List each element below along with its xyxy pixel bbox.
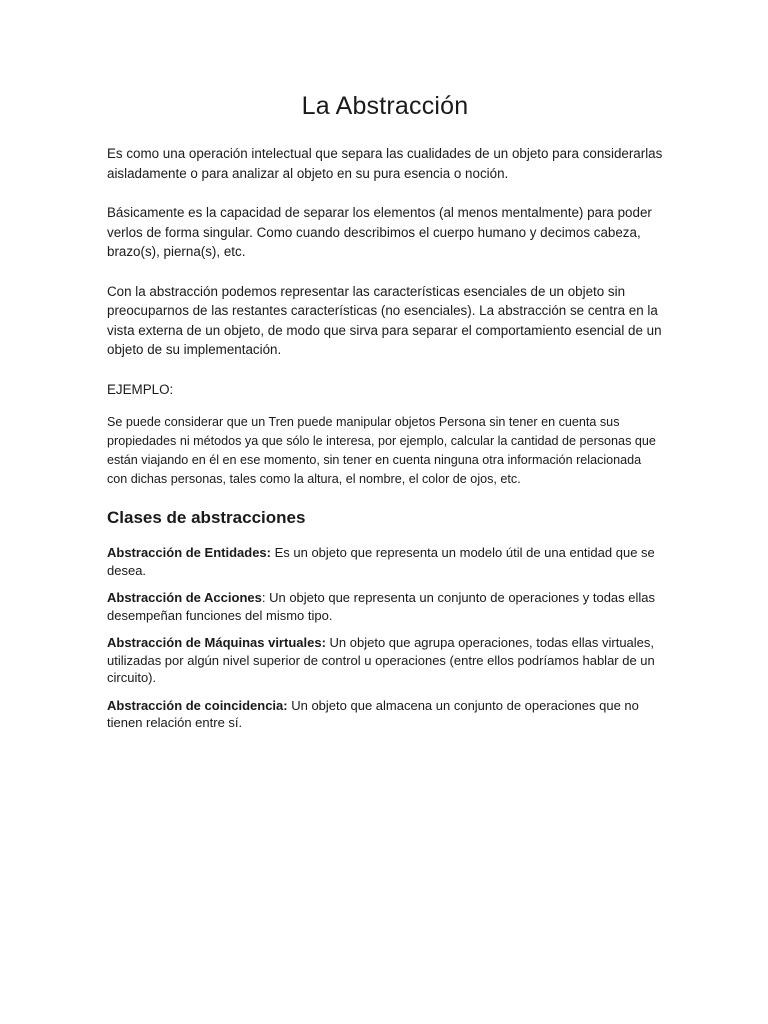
class-item-entities	[107, 544, 663, 579]
class-item-virtual-machines	[107, 634, 663, 687]
paragraph-definition: Es como una operación intelectual que separa las cualidades de un objeto para considerarlas aisladamente o para analizar al objeto en su pura esencia o noción.	[107, 146, 663, 181]
class-term: Abstracción de coincidencia:	[107, 697, 288, 713]
class-description: Un objeto que almacena un conjunto de operaciones que no tienen relación entre sí.	[107, 697, 639, 730]
class-term: Abstracción de Acciones	[107, 590, 262, 605]
section-heading: Clases de abstracciones	[107, 508, 306, 527]
class-description: Un objeto que agrupa operaciones, todas ellas virtuales, utilizadas por algún nivel superior de control u operaciones (entre ellos podríamos hablar de un circuito).	[107, 635, 655, 685]
document-page	[107, 88, 663, 742]
paragraph-capacity: Básicamente es la capacidad de separar los elementos (al menos mentalmente) para poder verlos de forma singular. Como cuando describimos el cuerpo humano y decimos cabeza, brazo(s), pierna(s), etc.	[107, 205, 652, 259]
example-text: Se puede considerar que un Tren puede manipular objetos Persona sin tener en cuenta sus propiedades ni métodos ya que sólo le interesa, por ejemplo, calcular la cantidad de personas que están viajando en él en ese momento, sin tener en cuenta ninguna otra información relacionada con dichas personas, tales como la altura, el nombre, el color de ojos, etc.	[107, 415, 656, 486]
class-term: Abstracción de Entidades:	[107, 545, 271, 560]
class-item-coincidence	[107, 697, 663, 732]
example-label: EJEMPLO:	[107, 381, 174, 397]
paragraph-representation: Con la abstracción podemos representar las características esenciales de un objeto sin preocuparnos de las restantes características (no esenciales). La abstracción se centra en la vista externa de un objeto, de modo que sirva para separar el comportamiento esencial de un objeto de su implementación.	[107, 283, 662, 357]
document-title: La Abstracción	[301, 92, 469, 120]
class-item-actions	[107, 589, 663, 624]
class-description: : Un objeto que representa un conjunto de operaciones y todas ellas desempeñan funciones del mismo tipo.	[107, 590, 656, 623]
class-description: Es un objeto que representa un modelo útil de una entidad que se desea.	[107, 545, 655, 578]
class-term: Abstracción de Máquinas virtuales:	[107, 635, 326, 650]
